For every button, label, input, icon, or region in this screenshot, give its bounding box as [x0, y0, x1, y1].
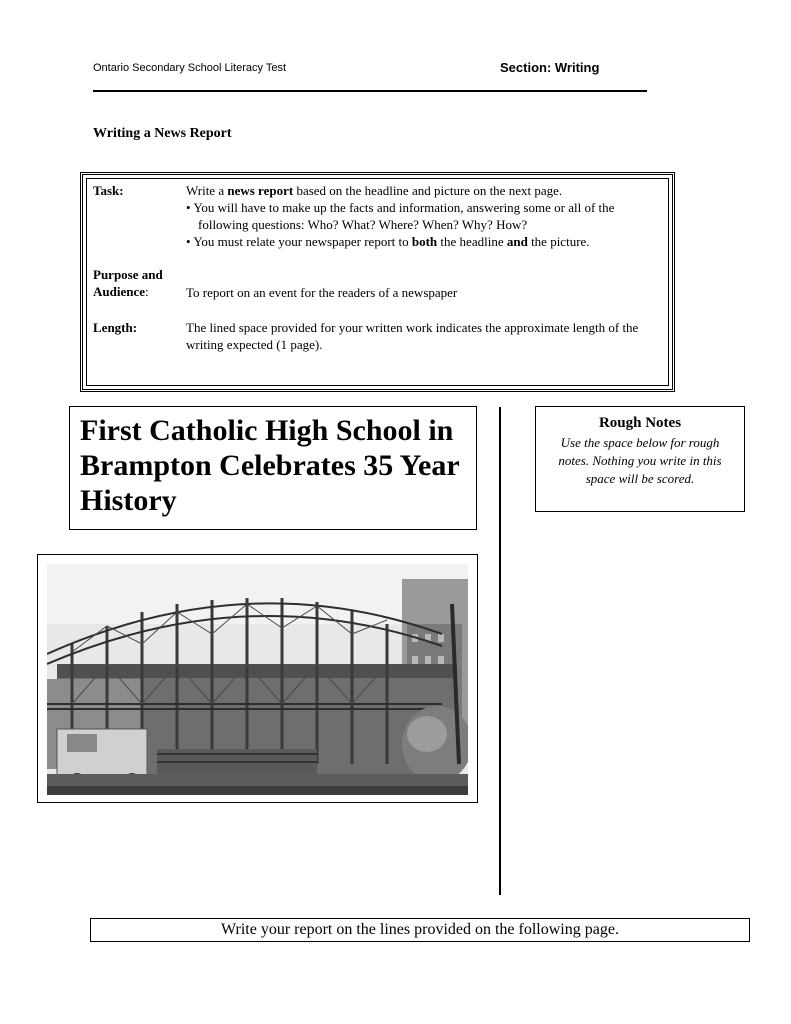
- rough-notes-instructions: Use the space below for rough notes. Nothing you write in this space will be scored.: [558, 435, 722, 486]
- purpose-text: To report on an event for the readers of a newspaper: [186, 285, 458, 300]
- task-instructions: [186, 182, 666, 250]
- section-label: Section: Writing: [500, 60, 600, 75]
- bullet-1a: • You will have to make up the facts and information, answering some or all of the: [186, 200, 615, 215]
- test-name: Ontario Secondary School Literacy Test: [93, 62, 287, 74]
- headline: First Catholic High School in Brampton Celebrates 35 Year History: [80, 414, 460, 517]
- bullet-2-bold-and: and: [506, 234, 528, 249]
- audience-colon: :: [145, 284, 149, 299]
- rough-notes-title: Rough Notes: [598, 415, 682, 431]
- school-construction-photo: [37, 554, 478, 803]
- bullet-2: [186, 233, 666, 250]
- section-title: Writing a News Report: [93, 126, 232, 141]
- header-divider: [93, 90, 647, 92]
- bullet-2-post: the picture.: [527, 234, 590, 249]
- task-line-bold: news report: [227, 183, 294, 198]
- task-line-post: based on the headline and picture on the next page.: [293, 183, 563, 198]
- bullet-2-pre: • You must relate your newspaper report to: [186, 234, 412, 249]
- footer-instruction: Write your report on the lines provided on the following page.: [90, 918, 750, 942]
- audience-word: Audience: [93, 284, 145, 299]
- purpose-label-line1: Purpose and: [93, 267, 163, 282]
- length-label: Length:: [93, 320, 138, 335]
- construction-photo-image: [47, 564, 468, 795]
- bullet-1b: following questions: Who? What? Where? When? Why? How?: [198, 217, 528, 232]
- task-line: [186, 182, 666, 199]
- purpose-label-line2: [93, 283, 163, 300]
- column-divider: [499, 407, 501, 895]
- bullet-2-bold-both: both: [411, 234, 438, 249]
- rough-notes-box: [535, 406, 745, 512]
- task-label: Task:: [93, 183, 124, 198]
- purpose-label: [93, 266, 163, 300]
- length-text: The lined space provided for your written work indicates the approximate length of the writing expected (1 page).: [186, 320, 639, 352]
- headline-box: [69, 406, 477, 530]
- task-line-pre: Write a: [186, 183, 228, 198]
- bullet-2-mid: the headline: [437, 234, 507, 249]
